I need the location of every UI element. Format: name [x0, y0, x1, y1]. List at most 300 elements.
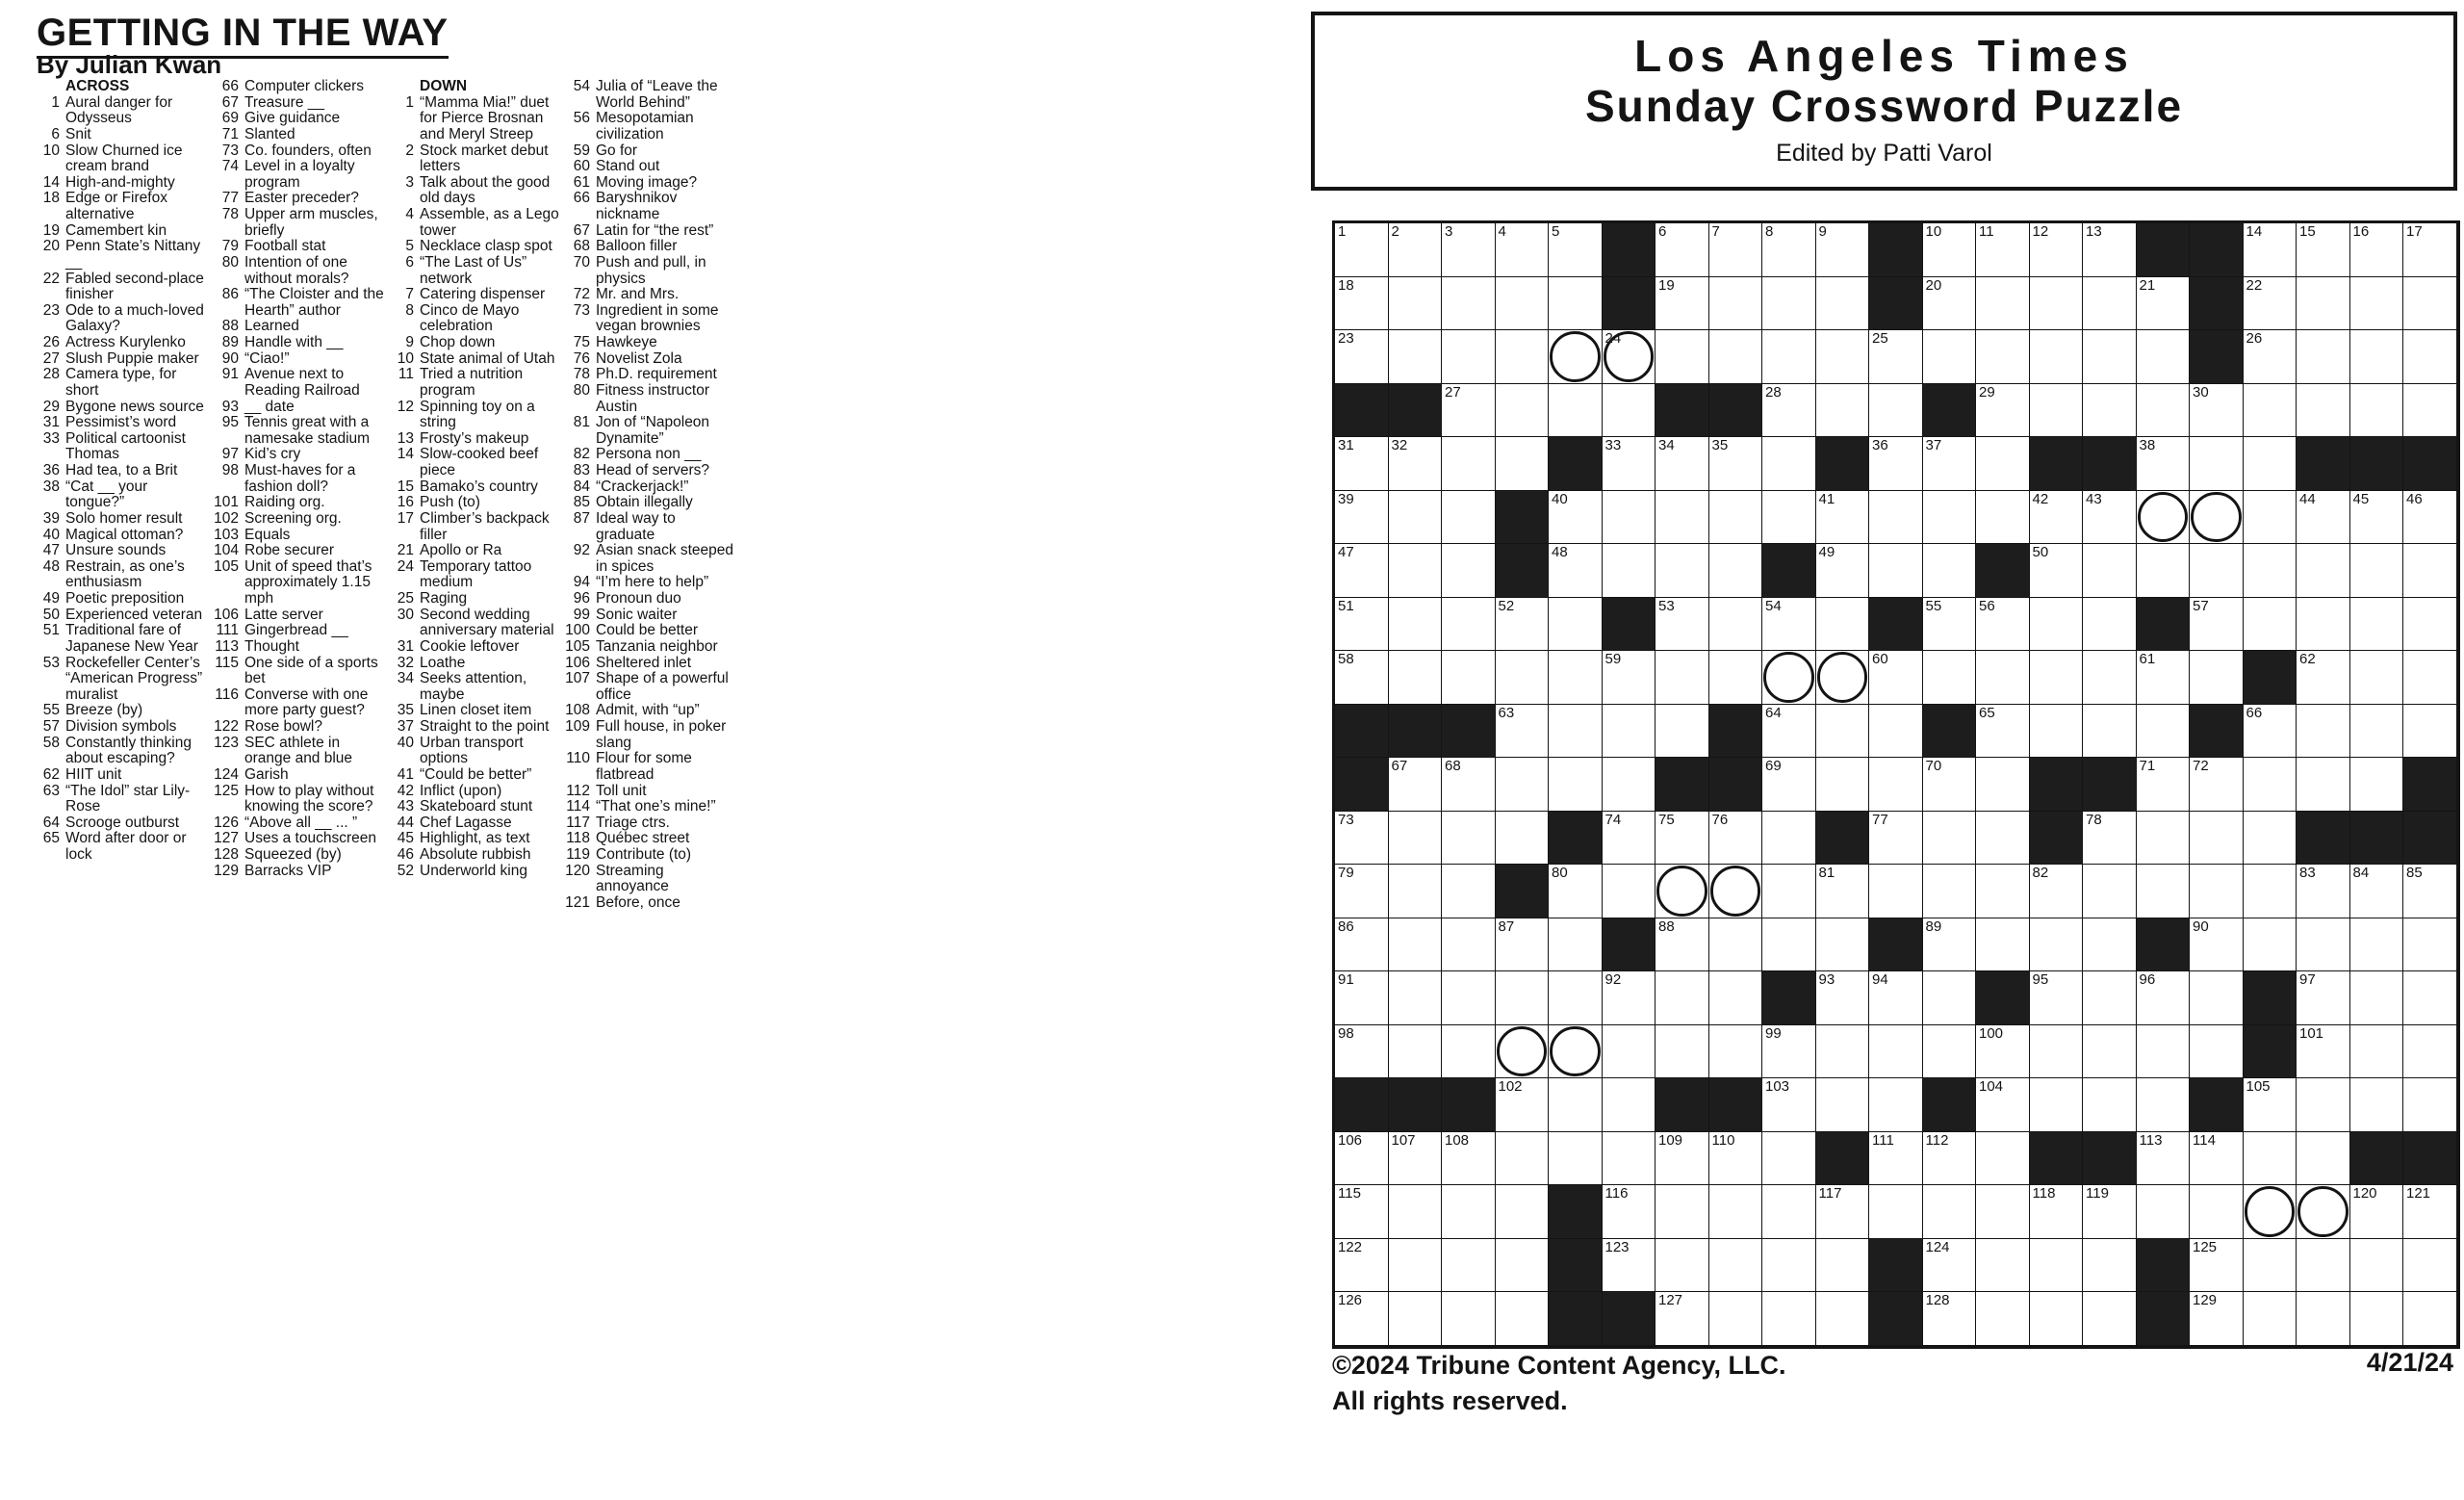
- grid-cell-r11c18[interactable]: [2244, 758, 2297, 812]
- grid-cell-r18c9[interactable]: [1762, 1132, 1816, 1186]
- grid-cell-r2c21[interactable]: [2403, 277, 2457, 331]
- grid-cell-r5c3[interactable]: [1442, 437, 1496, 491]
- grid-cell-r12c6[interactable]: [1603, 812, 1656, 866]
- grid-cell-r21c2[interactable]: [1389, 1292, 1443, 1346]
- grid-cell-r16c12[interactable]: [1923, 1025, 1977, 1079]
- grid-cell-r6c13[interactable]: [1976, 491, 2030, 545]
- grid-cell-r1c4[interactable]: [1496, 223, 1550, 277]
- grid-cell-r21c13[interactable]: [1976, 1292, 2030, 1346]
- grid-cell-r7c5[interactable]: [1549, 544, 1603, 598]
- grid-cell-r1c20[interactable]: [2350, 223, 2404, 277]
- grid-cell-r16c10[interactable]: [1816, 1025, 1870, 1079]
- grid-cell-r18c3[interactable]: [1442, 1132, 1496, 1186]
- grid-cell-r3c5[interactable]: [1549, 330, 1603, 384]
- grid-cell-r4c11[interactable]: [1869, 384, 1923, 438]
- grid-cell-r4c5[interactable]: [1549, 384, 1603, 438]
- grid-cell-r15c3[interactable]: [1442, 971, 1496, 1025]
- grid-cell-r16c8[interactable]: [1709, 1025, 1763, 1079]
- grid-cell-r9c11[interactable]: [1869, 651, 1923, 705]
- grid-cell-r2c20[interactable]: [2350, 277, 2404, 331]
- grid-cell-r10c10[interactable]: [1816, 705, 1870, 759]
- grid-cell-r2c10[interactable]: [1816, 277, 1870, 331]
- grid-cell-r6c6[interactable]: [1603, 491, 1656, 545]
- grid-cell-r21c20[interactable]: [2350, 1292, 2404, 1346]
- grid-cell-r7c8[interactable]: [1709, 544, 1763, 598]
- grid-cell-r5c8[interactable]: [1709, 437, 1763, 491]
- grid-cell-r14c3[interactable]: [1442, 918, 1496, 972]
- grid-cell-r10c11[interactable]: [1869, 705, 1923, 759]
- grid-cell-r21c17[interactable]: [2190, 1292, 2244, 1346]
- grid-cell-r21c3[interactable]: [1442, 1292, 1496, 1346]
- grid-cell-r12c1[interactable]: [1335, 812, 1389, 866]
- grid-cell-r19c8[interactable]: [1709, 1185, 1763, 1239]
- grid-cell-r10c18[interactable]: [2244, 705, 2297, 759]
- grid-cell-r2c18[interactable]: [2244, 277, 2297, 331]
- grid-cell-r5c12[interactable]: [1923, 437, 1977, 491]
- grid-cell-r15c21[interactable]: [2403, 971, 2457, 1025]
- grid-cell-r4c9[interactable]: [1762, 384, 1816, 438]
- grid-cell-r19c4[interactable]: [1496, 1185, 1550, 1239]
- grid-cell-r18c19[interactable]: [2297, 1132, 2350, 1186]
- grid-cell-r13c6[interactable]: [1603, 865, 1656, 918]
- grid-cell-r10c13[interactable]: [1976, 705, 2030, 759]
- grid-cell-r12c7[interactable]: [1656, 812, 1709, 866]
- grid-cell-r19c20[interactable]: [2350, 1185, 2404, 1239]
- grid-cell-r1c2[interactable]: [1389, 223, 1443, 277]
- grid-cell-r13c3[interactable]: [1442, 865, 1496, 918]
- grid-cell-r18c13[interactable]: [1976, 1132, 2030, 1186]
- grid-cell-r5c6[interactable]: [1603, 437, 1656, 491]
- grid-cell-r5c1[interactable]: [1335, 437, 1389, 491]
- grid-cell-r15c17[interactable]: [2190, 971, 2244, 1025]
- grid-cell-r16c6[interactable]: [1603, 1025, 1656, 1079]
- grid-cell-r8c2[interactable]: [1389, 598, 1443, 652]
- grid-cell-r6c8[interactable]: [1709, 491, 1763, 545]
- grid-cell-r5c11[interactable]: [1869, 437, 1923, 491]
- grid-cell-r7c14[interactable]: [2030, 544, 2084, 598]
- grid-cell-r9c16[interactable]: [2137, 651, 2191, 705]
- grid-cell-r19c13[interactable]: [1976, 1185, 2030, 1239]
- grid-cell-r5c7[interactable]: [1656, 437, 1709, 491]
- grid-cell-r17c6[interactable]: [1603, 1078, 1656, 1132]
- grid-cell-r19c16[interactable]: [2137, 1185, 2191, 1239]
- grid-cell-r4c6[interactable]: [1603, 384, 1656, 438]
- grid-cell-r16c15[interactable]: [2083, 1025, 2137, 1079]
- grid-cell-r12c11[interactable]: [1869, 812, 1923, 866]
- grid-cell-r4c3[interactable]: [1442, 384, 1496, 438]
- grid-cell-r1c19[interactable]: [2297, 223, 2350, 277]
- grid-cell-r2c8[interactable]: [1709, 277, 1763, 331]
- grid-cell-r8c5[interactable]: [1549, 598, 1603, 652]
- grid-cell-r14c12[interactable]: [1923, 918, 1977, 972]
- grid-cell-r3c10[interactable]: [1816, 330, 1870, 384]
- grid-cell-r19c14[interactable]: [2030, 1185, 2084, 1239]
- grid-cell-r1c21[interactable]: [2403, 223, 2457, 277]
- grid-cell-r16c16[interactable]: [2137, 1025, 2191, 1079]
- grid-cell-r5c2[interactable]: [1389, 437, 1443, 491]
- grid-cell-r14c5[interactable]: [1549, 918, 1603, 972]
- grid-cell-r7c16[interactable]: [2137, 544, 2191, 598]
- grid-cell-r19c7[interactable]: [1656, 1185, 1709, 1239]
- grid-cell-r15c15[interactable]: [2083, 971, 2137, 1025]
- grid-cell-r14c8[interactable]: [1709, 918, 1763, 972]
- grid-cell-r6c21[interactable]: [2403, 491, 2457, 545]
- grid-cell-r9c6[interactable]: [1603, 651, 1656, 705]
- grid-cell-r14c10[interactable]: [1816, 918, 1870, 972]
- grid-cell-r3c19[interactable]: [2297, 330, 2350, 384]
- grid-cell-r20c21[interactable]: [2403, 1239, 2457, 1293]
- grid-cell-r14c20[interactable]: [2350, 918, 2404, 972]
- grid-cell-r14c19[interactable]: [2297, 918, 2350, 972]
- grid-cell-r11c3[interactable]: [1442, 758, 1496, 812]
- grid-cell-r20c2[interactable]: [1389, 1239, 1443, 1293]
- grid-cell-r15c2[interactable]: [1389, 971, 1443, 1025]
- grid-cell-r1c5[interactable]: [1549, 223, 1603, 277]
- grid-cell-r4c14[interactable]: [2030, 384, 2084, 438]
- grid-cell-r9c8[interactable]: [1709, 651, 1763, 705]
- grid-cell-r17c9[interactable]: [1762, 1078, 1816, 1132]
- grid-cell-r19c3[interactable]: [1442, 1185, 1496, 1239]
- grid-cell-r10c14[interactable]: [2030, 705, 2084, 759]
- grid-cell-r17c5[interactable]: [1549, 1078, 1603, 1132]
- grid-cell-r3c2[interactable]: [1389, 330, 1443, 384]
- grid-cell-r3c4[interactable]: [1496, 330, 1550, 384]
- grid-cell-r3c18[interactable]: [2244, 330, 2297, 384]
- grid-cell-r7c6[interactable]: [1603, 544, 1656, 598]
- grid-cell-r4c18[interactable]: [2244, 384, 2297, 438]
- grid-cell-r3c9[interactable]: [1762, 330, 1816, 384]
- grid-cell-r2c1[interactable]: [1335, 277, 1389, 331]
- grid-cell-r8c15[interactable]: [2083, 598, 2137, 652]
- grid-cell-r18c12[interactable]: [1923, 1132, 1977, 1186]
- grid-cell-r21c10[interactable]: [1816, 1292, 1870, 1346]
- grid-cell-r18c7[interactable]: [1656, 1132, 1709, 1186]
- grid-cell-r3c15[interactable]: [2083, 330, 2137, 384]
- grid-cell-r18c16[interactable]: [2137, 1132, 2191, 1186]
- grid-cell-r15c5[interactable]: [1549, 971, 1603, 1025]
- grid-cell-r14c4[interactable]: [1496, 918, 1550, 972]
- grid-cell-r13c13[interactable]: [1976, 865, 2030, 918]
- grid-cell-r16c14[interactable]: [2030, 1025, 2084, 1079]
- grid-cell-r5c16[interactable]: [2137, 437, 2191, 491]
- grid-cell-r13c12[interactable]: [1923, 865, 1977, 918]
- grid-cell-r12c16[interactable]: [2137, 812, 2191, 866]
- grid-cell-r15c11[interactable]: [1869, 971, 1923, 1025]
- grid-cell-r11c17[interactable]: [2190, 758, 2244, 812]
- grid-cell-r10c20[interactable]: [2350, 705, 2404, 759]
- grid-cell-r6c20[interactable]: [2350, 491, 2404, 545]
- grid-cell-r20c19[interactable]: [2297, 1239, 2350, 1293]
- grid-cell-r1c8[interactable]: [1709, 223, 1763, 277]
- grid-cell-r19c10[interactable]: [1816, 1185, 1870, 1239]
- grid-cell-r17c20[interactable]: [2350, 1078, 2404, 1132]
- grid-cell-r7c1[interactable]: [1335, 544, 1389, 598]
- grid-cell-r3c12[interactable]: [1923, 330, 1977, 384]
- grid-cell-r16c20[interactable]: [2350, 1025, 2404, 1079]
- grid-cell-r13c17[interactable]: [2190, 865, 2244, 918]
- grid-cell-r12c3[interactable]: [1442, 812, 1496, 866]
- grid-cell-r17c19[interactable]: [2297, 1078, 2350, 1132]
- grid-cell-r20c15[interactable]: [2083, 1239, 2137, 1293]
- grid-cell-r21c1[interactable]: [1335, 1292, 1389, 1346]
- grid-cell-r7c2[interactable]: [1389, 544, 1443, 598]
- grid-cell-r15c14[interactable]: [2030, 971, 2084, 1025]
- grid-cell-r9c5[interactable]: [1549, 651, 1603, 705]
- grid-cell-r3c8[interactable]: [1709, 330, 1763, 384]
- grid-cell-r14c17[interactable]: [2190, 918, 2244, 972]
- grid-cell-r14c21[interactable]: [2403, 918, 2457, 972]
- grid-cell-r13c1[interactable]: [1335, 865, 1389, 918]
- grid-cell-r8c7[interactable]: [1656, 598, 1709, 652]
- grid-cell-r5c13[interactable]: [1976, 437, 2030, 491]
- grid-cell-r7c18[interactable]: [2244, 544, 2297, 598]
- grid-cell-r15c20[interactable]: [2350, 971, 2404, 1025]
- grid-cell-r20c18[interactable]: [2244, 1239, 2297, 1293]
- grid-cell-r19c21[interactable]: [2403, 1185, 2457, 1239]
- grid-cell-r17c4[interactable]: [1496, 1078, 1550, 1132]
- grid-cell-r8c1[interactable]: [1335, 598, 1389, 652]
- grid-cell-r8c19[interactable]: [2297, 598, 2350, 652]
- grid-cell-r12c8[interactable]: [1709, 812, 1763, 866]
- grid-cell-r6c14[interactable]: [2030, 491, 2084, 545]
- grid-cell-r9c19[interactable]: [2297, 651, 2350, 705]
- grid-cell-r21c7[interactable]: [1656, 1292, 1709, 1346]
- grid-cell-r20c17[interactable]: [2190, 1239, 2244, 1293]
- grid-cell-r1c10[interactable]: [1816, 223, 1870, 277]
- grid-cell-r11c16[interactable]: [2137, 758, 2191, 812]
- grid-cell-r15c8[interactable]: [1709, 971, 1763, 1025]
- grid-cell-r17c15[interactable]: [2083, 1078, 2137, 1132]
- grid-cell-r9c17[interactable]: [2190, 651, 2244, 705]
- grid-cell-r6c12[interactable]: [1923, 491, 1977, 545]
- grid-cell-r10c16[interactable]: [2137, 705, 2191, 759]
- grid-cell-r5c17[interactable]: [2190, 437, 2244, 491]
- grid-cell-r6c5[interactable]: [1549, 491, 1603, 545]
- grid-cell-r13c10[interactable]: [1816, 865, 1870, 918]
- grid-cell-r18c18[interactable]: [2244, 1132, 2297, 1186]
- grid-cell-r7c7[interactable]: [1656, 544, 1709, 598]
- grid-cell-r8c10[interactable]: [1816, 598, 1870, 652]
- grid-cell-r16c5[interactable]: [1549, 1025, 1603, 1079]
- grid-cell-r10c9[interactable]: [1762, 705, 1816, 759]
- grid-cell-r13c20[interactable]: [2350, 865, 2404, 918]
- grid-cell-r21c19[interactable]: [2297, 1292, 2350, 1346]
- grid-cell-r11c19[interactable]: [2297, 758, 2350, 812]
- grid-cell-r1c18[interactable]: [2244, 223, 2297, 277]
- grid-cell-r9c3[interactable]: [1442, 651, 1496, 705]
- grid-cell-r20c20[interactable]: [2350, 1239, 2404, 1293]
- grid-cell-r4c13[interactable]: [1976, 384, 2030, 438]
- grid-cell-r1c9[interactable]: [1762, 223, 1816, 277]
- grid-cell-r1c3[interactable]: [1442, 223, 1496, 277]
- grid-cell-r8c3[interactable]: [1442, 598, 1496, 652]
- grid-cell-r1c14[interactable]: [2030, 223, 2084, 277]
- grid-cell-r15c12[interactable]: [1923, 971, 1977, 1025]
- grid-cell-r6c11[interactable]: [1869, 491, 1923, 545]
- grid-cell-r20c6[interactable]: [1603, 1239, 1656, 1293]
- grid-cell-r11c9[interactable]: [1762, 758, 1816, 812]
- grid-cell-r21c9[interactable]: [1762, 1292, 1816, 1346]
- grid-cell-r6c19[interactable]: [2297, 491, 2350, 545]
- grid-cell-r19c2[interactable]: [1389, 1185, 1443, 1239]
- grid-cell-r10c6[interactable]: [1603, 705, 1656, 759]
- grid-cell-r17c16[interactable]: [2137, 1078, 2191, 1132]
- grid-cell-r8c4[interactable]: [1496, 598, 1550, 652]
- grid-cell-r14c9[interactable]: [1762, 918, 1816, 972]
- grid-cell-r9c14[interactable]: [2030, 651, 2084, 705]
- grid-cell-r19c12[interactable]: [1923, 1185, 1977, 1239]
- grid-cell-r13c18[interactable]: [2244, 865, 2297, 918]
- grid-cell-r12c9[interactable]: [1762, 812, 1816, 866]
- grid-cell-r17c14[interactable]: [2030, 1078, 2084, 1132]
- grid-cell-r20c14[interactable]: [2030, 1239, 2084, 1293]
- grid-cell-r1c13[interactable]: [1976, 223, 2030, 277]
- grid-cell-r2c19[interactable]: [2297, 277, 2350, 331]
- grid-cell-r4c19[interactable]: [2297, 384, 2350, 438]
- grid-cell-r6c2[interactable]: [1389, 491, 1443, 545]
- grid-cell-r13c14[interactable]: [2030, 865, 2084, 918]
- grid-cell-r3c3[interactable]: [1442, 330, 1496, 384]
- grid-cell-r9c7[interactable]: [1656, 651, 1709, 705]
- grid-cell-r15c6[interactable]: [1603, 971, 1656, 1025]
- grid-cell-r16c9[interactable]: [1762, 1025, 1816, 1079]
- grid-cell-r4c21[interactable]: [2403, 384, 2457, 438]
- grid-cell-r2c13[interactable]: [1976, 277, 2030, 331]
- grid-cell-r9c15[interactable]: [2083, 651, 2137, 705]
- grid-cell-r5c9[interactable]: [1762, 437, 1816, 491]
- grid-cell-r19c19[interactable]: [2297, 1185, 2350, 1239]
- grid-cell-r20c12[interactable]: [1923, 1239, 1977, 1293]
- grid-cell-r12c13[interactable]: [1976, 812, 2030, 866]
- grid-cell-r16c11[interactable]: [1869, 1025, 1923, 1079]
- grid-cell-r13c19[interactable]: [2297, 865, 2350, 918]
- grid-cell-r11c11[interactable]: [1869, 758, 1923, 812]
- grid-cell-r7c11[interactable]: [1869, 544, 1923, 598]
- grid-cell-r17c10[interactable]: [1816, 1078, 1870, 1132]
- grid-cell-r11c10[interactable]: [1816, 758, 1870, 812]
- grid-cell-r6c17[interactable]: [2190, 491, 2244, 545]
- grid-cell-r1c1[interactable]: [1335, 223, 1389, 277]
- grid-cell-r15c16[interactable]: [2137, 971, 2191, 1025]
- grid-cell-r13c2[interactable]: [1389, 865, 1443, 918]
- grid-cell-r11c5[interactable]: [1549, 758, 1603, 812]
- grid-cell-r12c4[interactable]: [1496, 812, 1550, 866]
- grid-cell-r3c20[interactable]: [2350, 330, 2404, 384]
- grid-cell-r3c13[interactable]: [1976, 330, 2030, 384]
- grid-cell-r12c18[interactable]: [2244, 812, 2297, 866]
- grid-cell-r8c9[interactable]: [1762, 598, 1816, 652]
- grid-cell-r15c19[interactable]: [2297, 971, 2350, 1025]
- grid-cell-r10c7[interactable]: [1656, 705, 1709, 759]
- grid-cell-r8c13[interactable]: [1976, 598, 2030, 652]
- grid-cell-r8c17[interactable]: [2190, 598, 2244, 652]
- grid-cell-r10c5[interactable]: [1549, 705, 1603, 759]
- grid-cell-r16c3[interactable]: [1442, 1025, 1496, 1079]
- grid-cell-r3c11[interactable]: [1869, 330, 1923, 384]
- grid-cell-r7c3[interactable]: [1442, 544, 1496, 598]
- grid-cell-r5c4[interactable]: [1496, 437, 1550, 491]
- grid-cell-r7c15[interactable]: [2083, 544, 2137, 598]
- grid-cell-r6c15[interactable]: [2083, 491, 2137, 545]
- grid-cell-r14c18[interactable]: [2244, 918, 2297, 972]
- grid-cell-r11c13[interactable]: [1976, 758, 2030, 812]
- grid-cell-r21c15[interactable]: [2083, 1292, 2137, 1346]
- grid-cell-r20c10[interactable]: [1816, 1239, 1870, 1293]
- grid-cell-r4c20[interactable]: [2350, 384, 2404, 438]
- grid-cell-r17c21[interactable]: [2403, 1078, 2457, 1132]
- grid-cell-r4c17[interactable]: [2190, 384, 2244, 438]
- grid-cell-r4c15[interactable]: [2083, 384, 2137, 438]
- grid-cell-r4c4[interactable]: [1496, 384, 1550, 438]
- grid-cell-r15c7[interactable]: [1656, 971, 1709, 1025]
- grid-cell-r13c8[interactable]: [1709, 865, 1763, 918]
- grid-cell-r4c10[interactable]: [1816, 384, 1870, 438]
- grid-cell-r6c7[interactable]: [1656, 491, 1709, 545]
- grid-cell-r21c21[interactable]: [2403, 1292, 2457, 1346]
- grid-cell-r8c14[interactable]: [2030, 598, 2084, 652]
- grid-cell-r2c3[interactable]: [1442, 277, 1496, 331]
- grid-cell-r1c7[interactable]: [1656, 223, 1709, 277]
- grid-cell-r15c10[interactable]: [1816, 971, 1870, 1025]
- grid-cell-r21c4[interactable]: [1496, 1292, 1550, 1346]
- grid-cell-r14c7[interactable]: [1656, 918, 1709, 972]
- grid-cell-r13c15[interactable]: [2083, 865, 2137, 918]
- grid-cell-r9c21[interactable]: [2403, 651, 2457, 705]
- grid-cell-r11c4[interactable]: [1496, 758, 1550, 812]
- grid-cell-r6c16[interactable]: [2137, 491, 2191, 545]
- grid-cell-r8c8[interactable]: [1709, 598, 1763, 652]
- grid-cell-r8c21[interactable]: [2403, 598, 2457, 652]
- grid-cell-r14c14[interactable]: [2030, 918, 2084, 972]
- grid-cell-r19c17[interactable]: [2190, 1185, 2244, 1239]
- grid-cell-r21c12[interactable]: [1923, 1292, 1977, 1346]
- grid-cell-r7c12[interactable]: [1923, 544, 1977, 598]
- grid-cell-r16c21[interactable]: [2403, 1025, 2457, 1079]
- grid-cell-r18c11[interactable]: [1869, 1132, 1923, 1186]
- grid-cell-r2c9[interactable]: [1762, 277, 1816, 331]
- grid-cell-r6c9[interactable]: [1762, 491, 1816, 545]
- grid-cell-r8c12[interactable]: [1923, 598, 1977, 652]
- grid-cell-r2c15[interactable]: [2083, 277, 2137, 331]
- grid-cell-r14c13[interactable]: [1976, 918, 2030, 972]
- grid-cell-r9c13[interactable]: [1976, 651, 2030, 705]
- grid-cell-r11c6[interactable]: [1603, 758, 1656, 812]
- grid-cell-r12c15[interactable]: [2083, 812, 2137, 866]
- grid-cell-r19c18[interactable]: [2244, 1185, 2297, 1239]
- grid-cell-r1c15[interactable]: [2083, 223, 2137, 277]
- grid-cell-r9c12[interactable]: [1923, 651, 1977, 705]
- grid-cell-r18c5[interactable]: [1549, 1132, 1603, 1186]
- grid-cell-r13c9[interactable]: [1762, 865, 1816, 918]
- grid-cell-r14c15[interactable]: [2083, 918, 2137, 972]
- grid-cell-r6c10[interactable]: [1816, 491, 1870, 545]
- grid-cell-r9c2[interactable]: [1389, 651, 1443, 705]
- grid-cell-r20c13[interactable]: [1976, 1239, 2030, 1293]
- grid-cell-r10c21[interactable]: [2403, 705, 2457, 759]
- grid-cell-r12c12[interactable]: [1923, 812, 1977, 866]
- grid-cell-r11c12[interactable]: [1923, 758, 1977, 812]
- grid-cell-r20c9[interactable]: [1762, 1239, 1816, 1293]
- grid-cell-r16c17[interactable]: [2190, 1025, 2244, 1079]
- grid-cell-r7c17[interactable]: [2190, 544, 2244, 598]
- grid-cell-r19c15[interactable]: [2083, 1185, 2137, 1239]
- grid-cell-r9c9[interactable]: [1762, 651, 1816, 705]
- grid-cell-r9c4[interactable]: [1496, 651, 1550, 705]
- grid-cell-r7c20[interactable]: [2350, 544, 2404, 598]
- grid-cell-r17c11[interactable]: [1869, 1078, 1923, 1132]
- grid-cell-r3c1[interactable]: [1335, 330, 1389, 384]
- grid-cell-r12c17[interactable]: [2190, 812, 2244, 866]
